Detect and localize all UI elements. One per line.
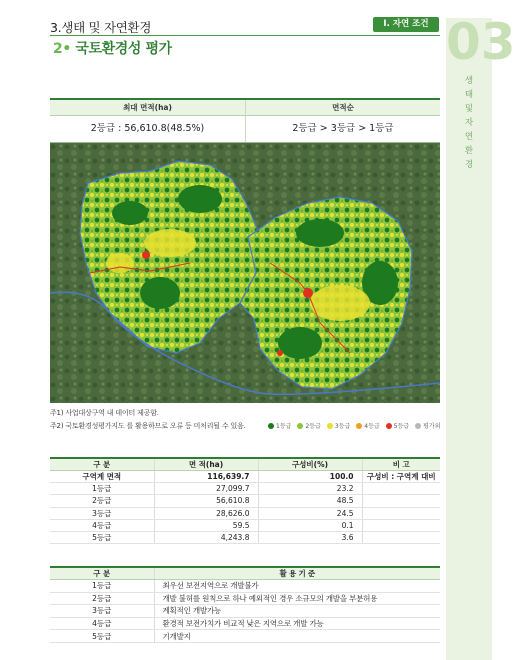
row-label: 구역계 면적 bbox=[50, 471, 154, 483]
area-header-category: 구 분 bbox=[50, 458, 154, 471]
row-text: 계획적인 개발가능 bbox=[154, 605, 440, 618]
table-row bbox=[50, 580, 440, 593]
table-row bbox=[50, 630, 440, 643]
map-graphic bbox=[50, 143, 440, 403]
table-row bbox=[50, 495, 440, 507]
table-row bbox=[50, 605, 440, 618]
grade-area-table bbox=[50, 457, 440, 544]
row-label: 5등급 bbox=[50, 531, 154, 543]
section-title bbox=[53, 38, 172, 58]
row-label: 1등급 bbox=[50, 483, 154, 495]
row-text: 기개발지 bbox=[154, 630, 440, 643]
row-area: 56,610.8 bbox=[154, 495, 258, 507]
row-label: 1등급 bbox=[50, 580, 154, 593]
legend-label: 1등급 bbox=[276, 423, 292, 430]
summary-value-row bbox=[50, 116, 440, 142]
row-note bbox=[362, 495, 440, 507]
row-note bbox=[362, 519, 440, 531]
side-vertical-char: 자 bbox=[464, 118, 474, 128]
row-label: 4등급 bbox=[50, 519, 154, 531]
section-title-text: 국토환경성 평가 bbox=[75, 41, 172, 57]
legend-grade1 bbox=[268, 421, 291, 430]
summary-order-value: 2등급 > 3등급 > 1등급 bbox=[245, 116, 440, 142]
row-area: 4,243.8 bbox=[154, 531, 258, 543]
legend-grade2 bbox=[297, 421, 320, 430]
row-label: 5등급 bbox=[50, 630, 154, 643]
row-ratio: 0.1 bbox=[258, 519, 362, 531]
table-row bbox=[50, 531, 440, 543]
summary-max-area-value: 2등급 : 56,610.8(48.5%) bbox=[90, 123, 205, 134]
legend-grade5 bbox=[386, 421, 409, 430]
table-row bbox=[50, 592, 440, 605]
chapter-number: 03 bbox=[446, 13, 516, 71]
section-bullet: • bbox=[62, 41, 71, 57]
row-area: 28,626.0 bbox=[154, 507, 258, 519]
summary-header-order: 면적순 bbox=[245, 100, 440, 115]
row-note bbox=[362, 507, 440, 519]
summary-table bbox=[50, 98, 440, 143]
legend-dot-grade4 bbox=[356, 423, 362, 429]
legend-label: 평가외 bbox=[423, 423, 441, 430]
area-header-ratio: 구성비(%) bbox=[258, 458, 362, 471]
side-vertical-char: 연 bbox=[464, 132, 474, 142]
table-row bbox=[50, 519, 440, 531]
side-vertical-char: 생 bbox=[464, 76, 474, 86]
row-label: 3등급 bbox=[50, 605, 154, 618]
legend-label: 2등급 bbox=[305, 423, 321, 430]
row-label: 2등급 bbox=[50, 495, 154, 507]
area-header-area: 면 적(ha) bbox=[154, 458, 258, 471]
table-row bbox=[50, 483, 440, 495]
area-header-note: 비 고 bbox=[362, 458, 440, 471]
legend-dot-grade3 bbox=[327, 423, 333, 429]
legend-label: 4등급 bbox=[364, 423, 380, 430]
row-text: 개발 불허를 원칙으로 하나 예외적인 경우 소규모의 개발을 부분허용 bbox=[154, 592, 440, 605]
row-area: 27,099.7 bbox=[154, 483, 258, 495]
table-row bbox=[50, 617, 440, 630]
summary-header-max-area: 최대 면적(ha) bbox=[123, 103, 172, 112]
legend-dot-grade5 bbox=[386, 423, 392, 429]
chapter-title: 3.생태 및 자연환경 bbox=[50, 20, 152, 35]
side-vertical-char: 태 bbox=[464, 90, 474, 100]
row-text: 최우선 보전지역으로 개발불가 bbox=[154, 580, 440, 593]
legend-grade4 bbox=[356, 421, 379, 430]
side-vertical-char: 경 bbox=[464, 160, 474, 170]
legend-label: 5등급 bbox=[393, 423, 410, 430]
table-row bbox=[50, 471, 440, 483]
land-environment-map bbox=[50, 143, 440, 403]
legend-label: 3등급 bbox=[334, 423, 351, 430]
map-note-2: 주2) 국토환경성평가지도 를 활용하므로 오류 등 미처리될 수 있음. bbox=[50, 422, 246, 430]
map-legend bbox=[268, 421, 441, 430]
chapter-divider bbox=[50, 35, 440, 36]
grade-criteria-table bbox=[50, 566, 440, 643]
criteria-header-category: 구 분 bbox=[50, 567, 154, 580]
section-number: 2 bbox=[53, 41, 63, 57]
map-note-1: 주1) 사업대상구역 내 데이터 제공함. bbox=[50, 409, 159, 417]
row-area: 59.5 bbox=[154, 519, 258, 531]
chapter-vertical-label bbox=[461, 74, 477, 172]
side-vertical-char: 환 bbox=[464, 146, 474, 156]
legend-excluded bbox=[415, 421, 440, 430]
row-ratio: 24.5 bbox=[258, 507, 362, 519]
legend-dot-grade2 bbox=[297, 423, 303, 429]
row-text: 환경적 보전가치가 비교적 낮은 지역으로 개발 가능 bbox=[154, 617, 440, 630]
legend-grade3 bbox=[327, 421, 350, 430]
row-note bbox=[362, 531, 440, 543]
section-badge: I. 자연 조건 bbox=[373, 17, 439, 32]
criteria-header-standard: 활 용 기 준 bbox=[154, 567, 440, 580]
area-table-header-row bbox=[50, 458, 440, 471]
row-ratio: 48.5 bbox=[258, 495, 362, 507]
row-ratio: 23.2 bbox=[258, 483, 362, 495]
row-ratio: 3.6 bbox=[258, 531, 362, 543]
row-label: 3등급 bbox=[50, 507, 154, 519]
row-ratio: 100.0 bbox=[258, 471, 362, 483]
criteria-table-header-row bbox=[50, 567, 440, 580]
row-note: 구성비 : 구역계 대비 bbox=[362, 471, 440, 483]
legend-dot-grade1 bbox=[268, 423, 274, 429]
row-label: 4등급 bbox=[50, 617, 154, 630]
row-area: 116,639.7 bbox=[154, 471, 258, 483]
summary-header-row bbox=[50, 100, 440, 116]
side-vertical-char: 및 bbox=[464, 104, 474, 114]
table-row bbox=[50, 507, 440, 519]
row-note bbox=[362, 483, 440, 495]
legend-dot-excluded bbox=[415, 423, 421, 429]
row-label: 2등급 bbox=[50, 592, 154, 605]
